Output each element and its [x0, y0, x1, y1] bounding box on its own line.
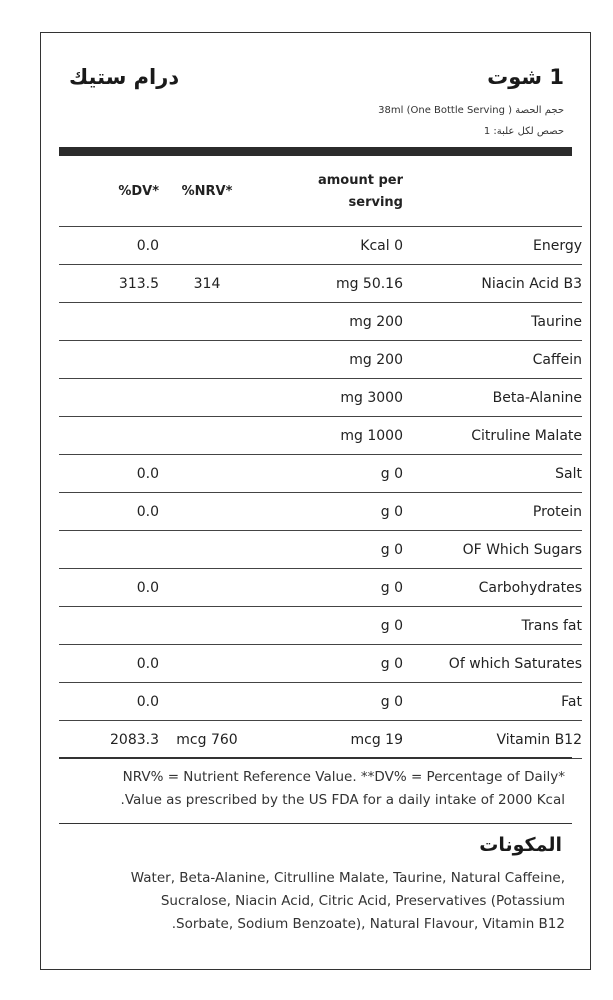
nutrition-facts-panel — [40, 32, 591, 970]
dv-column-header: %DV* — [59, 158, 159, 227]
nutrient-name-cell: Beta-Alanine — [403, 379, 582, 417]
ingredients-line1: Water, Beta-Alanine, Citrulline Malate, Taurine, Natural Caffeine, — [130, 870, 565, 886]
table-row — [59, 531, 582, 569]
table-row — [59, 379, 582, 417]
table-bottom-divider — [59, 757, 572, 759]
nrv-cell: 314 — [159, 265, 255, 303]
nrv-cell — [159, 341, 255, 379]
table-row — [59, 607, 582, 645]
nrv-cell — [159, 303, 255, 341]
header-divider-bar — [59, 147, 572, 156]
footnote-divider — [59, 823, 572, 824]
nutrient-name-cell: Protein — [403, 493, 582, 531]
table-row — [59, 493, 582, 531]
nrv-cell — [159, 227, 255, 265]
dv-cell — [59, 417, 159, 455]
dv-cell — [59, 341, 159, 379]
amount-cell: g 0 — [255, 455, 403, 493]
table-row — [59, 227, 582, 265]
table-row — [59, 455, 582, 493]
table-row — [59, 265, 582, 303]
amount-cell: mg 1000 — [255, 417, 403, 455]
amount-cell: mcg 19 — [255, 721, 403, 759]
nutrient-name-cell: Carbohydrates — [403, 569, 582, 607]
nrv-cell: mcg 760 — [159, 721, 255, 759]
table-row — [59, 341, 582, 379]
amount-header-line2: serving — [348, 195, 403, 210]
serving-size: حجم الحصة ( 38ml (One Bottle Serving — [378, 105, 564, 116]
nutrient-name-cell: Citruline Malate — [403, 417, 582, 455]
dv-cell: 0.0 — [59, 569, 159, 607]
amount-cell: Kcal 0 — [255, 227, 403, 265]
dv-cell: 0.0 — [59, 493, 159, 531]
dv-cell: 0.0 — [59, 683, 159, 721]
nutrient-name-cell: Taurine — [403, 303, 582, 341]
amount-cell: g 0 — [255, 493, 403, 531]
nrv-cell — [159, 531, 255, 569]
nrv-cell — [159, 417, 255, 455]
nrv-cell — [159, 379, 255, 417]
nutrient-name-cell: Caffein — [403, 341, 582, 379]
table-row — [59, 303, 582, 341]
amount-column-header — [255, 158, 403, 227]
nutrient-name-cell: Salt — [403, 455, 582, 493]
footnote-line2: .Value as prescribed by the US FDA for a daily intake of 2000 Kcal — [120, 792, 565, 808]
nrv-cell — [159, 645, 255, 683]
amount-cell: mg 50.16 — [255, 265, 403, 303]
table-row — [59, 645, 582, 683]
table-row — [59, 417, 582, 455]
nutrient-name-cell: Of which Saturates — [403, 645, 582, 683]
ingredients-line3: .Sorbate, Sodium Benzoate), Natural Flavour, Vitamin B12 — [171, 916, 565, 932]
nrv-cell — [159, 493, 255, 531]
amount-cell: g 0 — [255, 683, 403, 721]
table-row — [59, 683, 582, 721]
footnote-line1: NRV% = Nutrient Reference Value. **DV% = Percentage of Daily* — [122, 769, 565, 785]
nrv-cell — [159, 569, 255, 607]
amount-cell: mg 200 — [255, 303, 403, 341]
brand-name: درام ستيك — [69, 65, 180, 89]
table-header-row — [59, 158, 582, 227]
dv-cell: 0.0 — [59, 645, 159, 683]
dv-cell — [59, 379, 159, 417]
servings-per-container: حصص لكل علبة: 1 — [483, 126, 564, 137]
nutrient-name-cell: Fat — [403, 683, 582, 721]
dv-cell: 0.0 — [59, 227, 159, 265]
table-row — [59, 721, 582, 759]
nutrient-name-cell: Energy — [403, 227, 582, 265]
nutrient-name-cell: Vitamin B12 — [403, 721, 582, 759]
nutrient-column-header — [403, 158, 582, 227]
product-name: 1 شوت — [487, 65, 564, 89]
nrv-cell — [159, 455, 255, 493]
amount-cell: mg 3000 — [255, 379, 403, 417]
footnote — [45, 766, 565, 812]
nrv-cell — [159, 683, 255, 721]
table-row — [59, 569, 582, 607]
nrv-cell — [159, 607, 255, 645]
amount-cell: g 0 — [255, 569, 403, 607]
amount-cell: g 0 — [255, 531, 403, 569]
label-header — [41, 33, 590, 149]
dv-cell: 0.0 — [59, 455, 159, 493]
ingredients-line2: Sucralose, Niacin Acid, Citric Acid, Preservatives (Potassium — [160, 893, 565, 909]
nutrient-name-cell: Niacin Acid B3 — [403, 265, 582, 303]
amount-header-line1: amount per — [317, 173, 403, 188]
nutrition-table — [59, 158, 582, 759]
amount-cell: g 0 — [255, 645, 403, 683]
amount-cell: g 0 — [255, 607, 403, 645]
nrv-column-header: %NRV* — [159, 158, 255, 227]
dv-cell — [59, 531, 159, 569]
dv-cell: 313.5 — [59, 265, 159, 303]
dv-cell: 2083.3 — [59, 721, 159, 759]
nutrient-name-cell: OF Which Sugars — [403, 531, 582, 569]
ingredients-text — [55, 867, 565, 936]
amount-cell: mg 200 — [255, 341, 403, 379]
ingredients-title: المكونات — [479, 834, 562, 856]
dv-cell — [59, 607, 159, 645]
dv-cell — [59, 303, 159, 341]
nutrient-name-cell: Trans fat — [403, 607, 582, 645]
